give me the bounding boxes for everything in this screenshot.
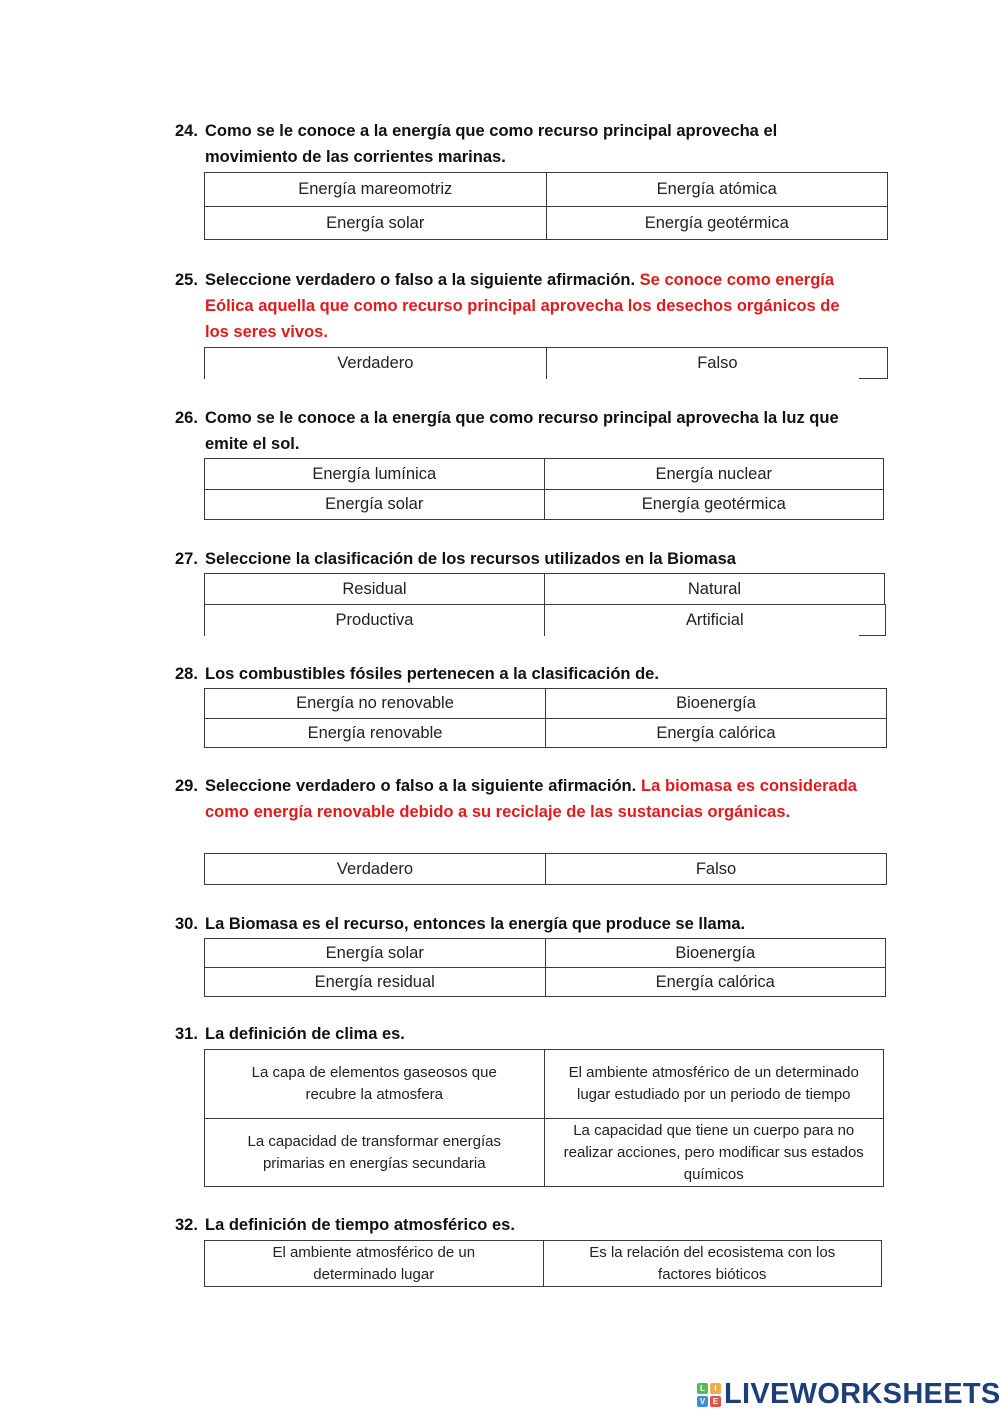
option[interactable]: Energía solar: [205, 939, 546, 968]
option[interactable]: Artificial: [545, 605, 885, 636]
question-number: 24.: [175, 122, 198, 140]
liveworksheets-logo: [697, 1378, 1000, 1411]
option-falso[interactable]: Falso: [546, 854, 887, 885]
question-30: [175, 911, 865, 937]
options-table-27: [204, 573, 885, 636]
option-verdadero[interactable]: Verdadero: [205, 854, 546, 885]
option[interactable]: La capa de elementos gaseosos que recubre la atmosfera: [205, 1050, 545, 1119]
question-text: Seleccione la clasificación de los recursos utilizados en la Biomasa: [205, 550, 736, 568]
question-text: La definición de tiempo atmosférico es.: [205, 1216, 515, 1234]
question-text: Seleccione verdadero o falso a la siguiente afirmación.: [205, 777, 637, 795]
option[interactable]: Energía atómica: [546, 173, 888, 207]
option[interactable]: Productiva: [205, 605, 545, 636]
question-text: Los combustibles fósiles pertenecen a la clasificación de.: [205, 665, 659, 683]
option-falso[interactable]: Falso: [546, 348, 888, 379]
live-blocks-icon: [697, 1383, 721, 1407]
option[interactable]: Residual: [205, 574, 545, 605]
option[interactable]: Energía geotérmica: [546, 207, 888, 240]
option-verdadero[interactable]: Verdadero: [205, 348, 547, 379]
question-statement: La biomasa es considerada como energía renovable debido a su reciclaje de las sustancias orgánicas.: [205, 777, 857, 821]
option[interactable]: Energía renovable: [205, 719, 546, 748]
question-number: 29.: [175, 777, 198, 795]
question-25: [175, 267, 865, 345]
question-number: 31.: [175, 1025, 198, 1043]
question-text: Como se le conoce a la energía que como recurso principal aprovecha el movimiento de las corrientes marinas.: [205, 122, 778, 166]
question-number: 30.: [175, 915, 198, 933]
option[interactable]: Energía solar: [205, 207, 547, 240]
question-number: 27.: [175, 550, 198, 568]
options-table-26: [204, 458, 884, 520]
table-border-fragment: [859, 347, 888, 379]
option[interactable]: Energía calórica: [545, 968, 886, 997]
options-table-32: [204, 1240, 882, 1287]
option[interactable]: Energía calórica: [546, 719, 887, 748]
options-table-30: [204, 938, 886, 997]
options-table-24: [204, 172, 888, 240]
logo-block: E: [710, 1396, 721, 1407]
table-border-fragment: [859, 604, 886, 636]
option[interactable]: La capacidad que tiene un cuerpo para no realizar acciones, pero modificar sus estados químicos: [544, 1119, 884, 1187]
question-24: [175, 118, 865, 170]
options-table-31: [204, 1049, 884, 1187]
question-number: 32.: [175, 1216, 198, 1234]
option[interactable]: Es la relación del ecosistema con los factores bióticos: [543, 1241, 882, 1287]
option[interactable]: Energía geotérmica: [544, 490, 884, 520]
option[interactable]: Energía residual: [205, 968, 546, 997]
question-32: [175, 1212, 865, 1238]
question-26: [175, 405, 865, 457]
question-text: Como se le conoce a la energía que como recurso principal aprovecha la luz que emite el sol.: [205, 409, 839, 453]
options-table-25: [204, 347, 888, 379]
question-text: La definición de clima es.: [205, 1025, 405, 1043]
option[interactable]: Energía nuclear: [544, 459, 884, 490]
options-table-28: [204, 688, 887, 748]
option[interactable]: Natural: [545, 574, 885, 605]
question-number: 25.: [175, 271, 198, 289]
question-28: [175, 661, 865, 687]
logo-block: L: [697, 1383, 708, 1394]
options-table-29: [204, 853, 887, 885]
question-text: La Biomasa es el recurso, entonces la energía que produce se llama.: [205, 915, 746, 933]
logo-block: I: [710, 1383, 721, 1394]
logo-text: LIVEWORKSHEETS: [724, 1378, 1000, 1410]
option[interactable]: La capacidad de transformar energías primarias en energías secundaria: [205, 1119, 545, 1187]
question-number: 28.: [175, 665, 198, 683]
option[interactable]: El ambiente atmosférico de un determinado lugar: [205, 1241, 544, 1287]
question-statement: Se conoce como energía Eólica aquella que como recurso principal aprovecha los desechos orgánicos de los seres vivos.: [205, 271, 840, 341]
option[interactable]: Energía no renovable: [205, 689, 546, 719]
option[interactable]: Bioenergía: [546, 689, 887, 719]
option[interactable]: Bioenergía: [545, 939, 886, 968]
question-text: Seleccione verdadero o falso a la siguiente afirmación.: [205, 271, 636, 289]
question-29: [175, 773, 857, 825]
option[interactable]: Energía solar: [205, 490, 545, 520]
option[interactable]: El ambiente atmosférico de un determinado lugar estudiado por un periodo de tiempo: [544, 1050, 884, 1119]
question-27: [175, 546, 865, 572]
option[interactable]: Energía mareomotriz: [205, 173, 547, 207]
question-31: [175, 1021, 865, 1047]
question-number: 26.: [175, 409, 198, 427]
logo-block: V: [697, 1396, 708, 1407]
option[interactable]: Energía lumínica: [205, 459, 545, 490]
